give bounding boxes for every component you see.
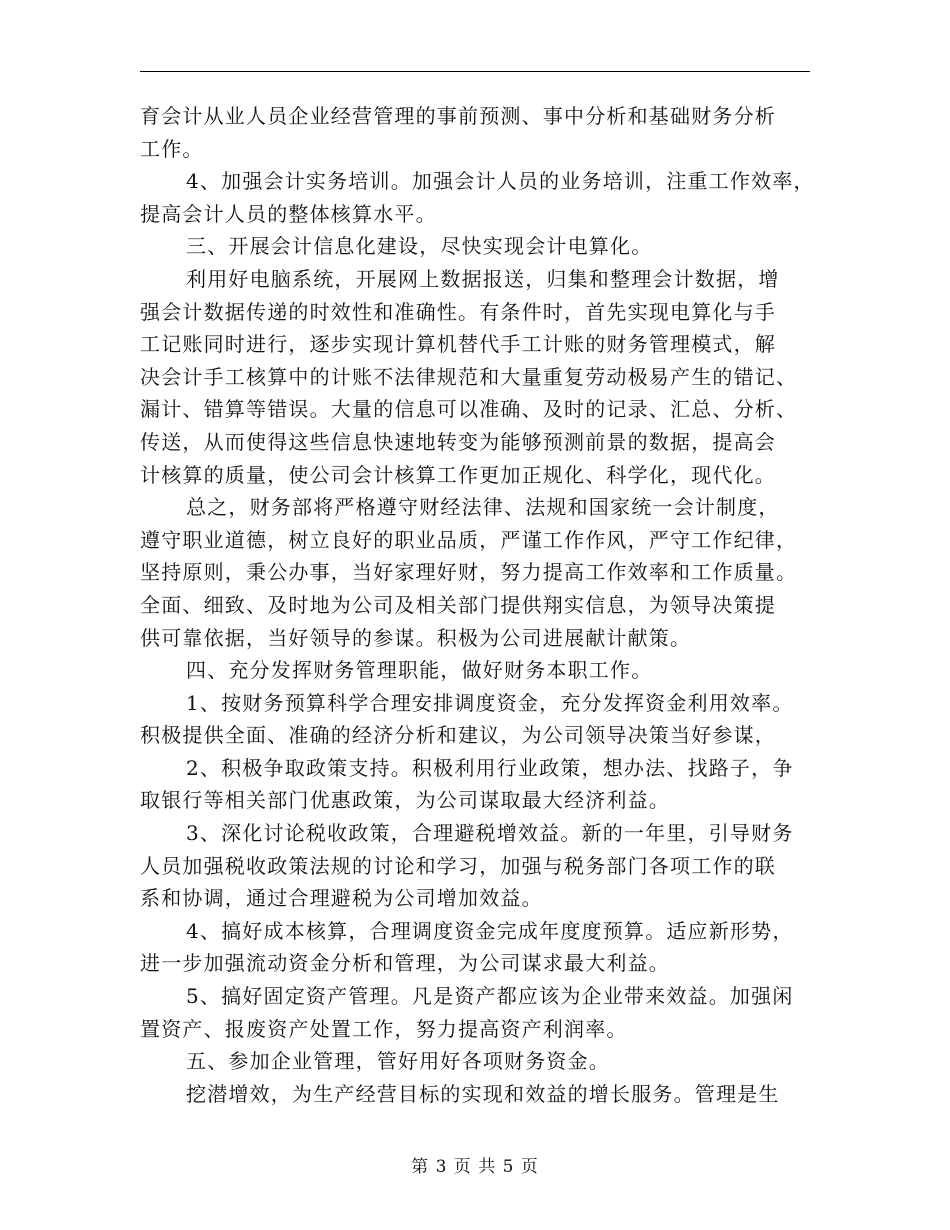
text-line: 4、搞好成本核算，合理调度资金完成年度度预算。适应新形势， [186,918,794,943]
text-line: 5、搞好固定资产管理。凡是资产都应该为企业带来效益。加强闲 [186,984,794,1009]
text-line: 总之，财务部将严格遵守财经法律、法规和国家统一会计制度， [186,495,780,520]
text-line: 积极提供全面、准确的经济分析和建议，为公司领导决策当好参谋， [140,723,776,748]
text-line: 进一步加强流动资金分析和管理，为公司谋求最大利益。 [140,951,670,976]
text-line: 取银行等相关部门优惠政策，为公司谋取最大经济利益。 [140,788,670,813]
text-line: 利用好电脑系统，开展网上数据报送，归集和整理会计数据，增 [186,266,780,291]
text-line: 1、按财务预算科学合理安排调度资金，充分发挥资金利用效率。 [186,690,794,715]
text-line: 坚持原则，秉公办事，当好家理好财，努力提高工作效率和工作质量。 [140,560,798,585]
text-line: 系和协调，通过合理避税为公司增加效益。 [140,886,543,911]
text-line: 决会计手工核算中的计账不法律规范和大量重复劳动极易产生的错记、 [140,364,798,389]
text-line: 育会计从业人员企业经营管理的事前预测、事中分析和基础财务分析 [140,104,776,128]
text-line: 三、开展会计信息化建设，尽快实现会计电算化。 [186,234,653,259]
text-line: 3、深化讨论税收政策，合理避税增效益。新的一年里，引导财务 [186,821,794,846]
text-line: 传送，从而使得这些信息快速地转变为能够预测前景的数据，提高会 [140,429,776,454]
page-footer: 第 3 页 共 5 页 [411,1157,539,1177]
text-line: 2、积极争取政策支持。积极利用行业政策，想办法、找路子，争 [186,755,794,780]
text-line: 人员加强税收政策法规的讨论和学习，加强与税务部门各项工作的联 [140,853,776,878]
text-line: 提高会计人员的整体核算水平。 [140,201,437,226]
text-line: 强会计数据传递的时效性和准确性。有条件时，首先实现电算化与手 [140,299,776,324]
text-line: 置资产、报废资产处置工作，努力提高资产利润率。 [140,1016,628,1041]
text-line: 五、参加企业管理，管好用好各项财务资金。 [186,1049,610,1074]
text-line: 遵守职业道德，树立良好的职业品质，严谨工作作风，严守工作纪律， [140,527,798,552]
text-line: 工作。 [140,136,204,161]
text-line: 漏计、错算等错误。大量的信息可以准确、及时的记录、汇总、分析、 [140,397,798,422]
text-line: 工记账同时进行，逐步实现计算机替代手工计账的财务管理模式，解 [140,332,776,357]
text-line: 挖潜增效，为生产经营目标的实现和效益的增长服务。管理是生 [186,1081,780,1106]
document-body [140,100,815,1110]
text-line: 供可靠依据，当好领导的参谋。积极为公司进展献计献策。 [140,625,692,650]
text-line: 4、加强会计实务培训。加强会计人员的业务培训，注重工作效率， [186,169,815,194]
text-line: 全面、细致、及时地为公司及相关部门提供翔实信息，为领导决策提 [140,592,776,617]
text-line: 计核算的质量，使公司会计核算工作更加正规化、科学化，现代化。 [140,462,776,487]
header-rule [140,71,810,72]
text-line: 四、充分发挥财务管理职能，做好财务本职工作。 [186,658,653,683]
